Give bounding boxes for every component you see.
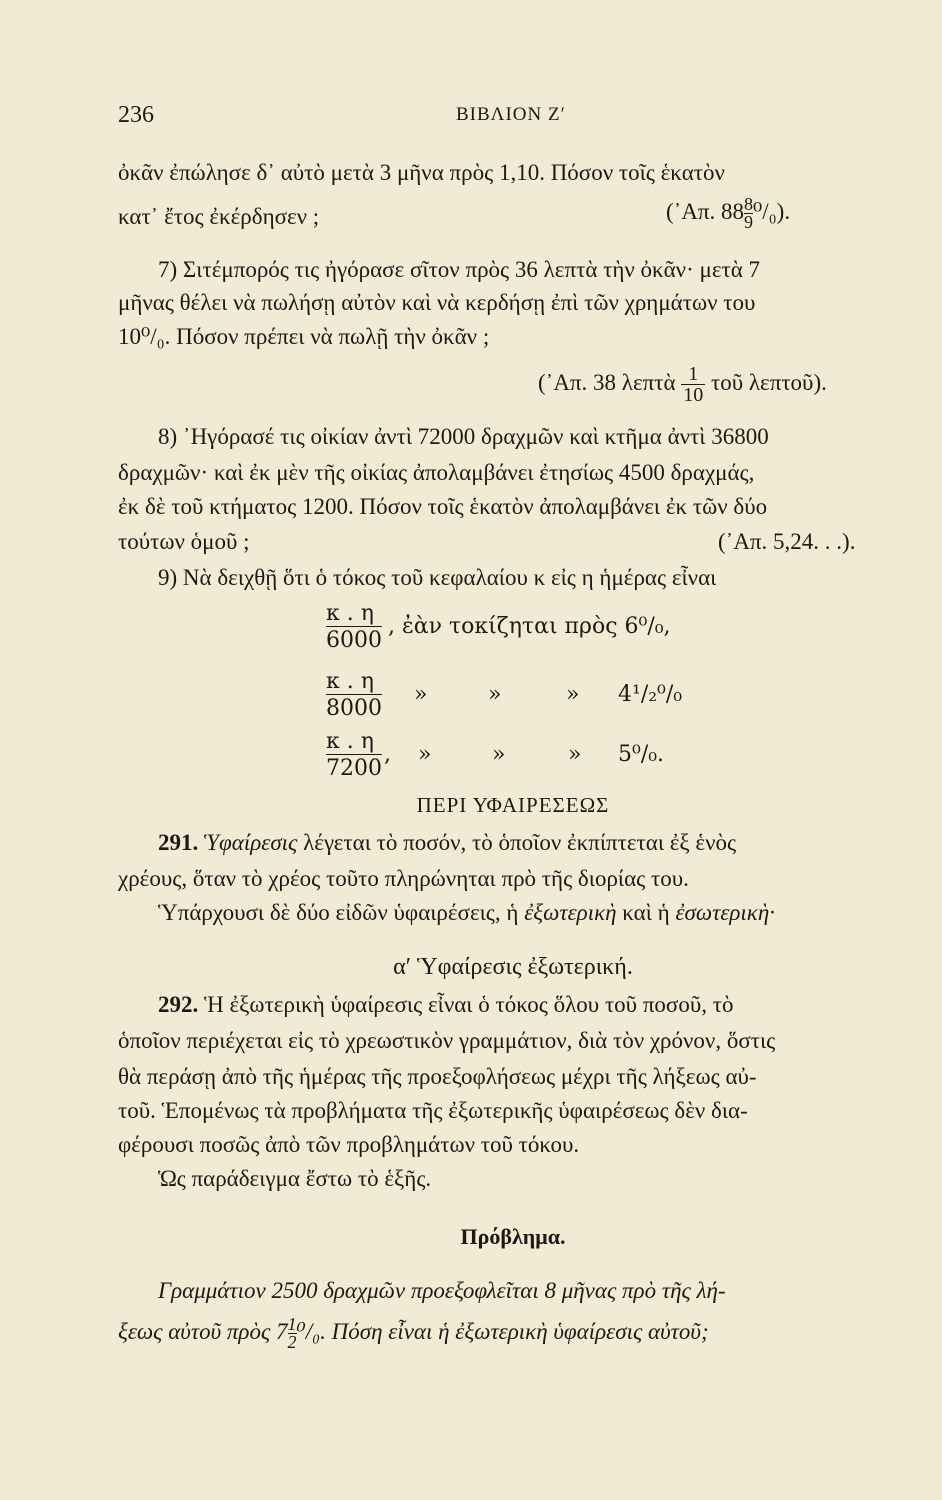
ditto-mark: » <box>414 682 428 707</box>
text-line: χρέους, ὅταν τὸ χρέος τοῦτο πληρώνηται πρὸ τῆς διορίας του. <box>118 866 689 891</box>
subsection-title: α′ Ὑφαίρεσις ἐξωτερική. <box>393 954 633 980</box>
ditto-mark: » <box>568 742 582 767</box>
answer <box>666 196 790 231</box>
text-fragment: τούτων ὁμοῦ ; <box>118 529 250 554</box>
fraction-numerator: κ . η <box>326 670 382 695</box>
ditto-mark: » <box>418 742 432 767</box>
formula-row <box>326 602 726 658</box>
text-line: μῆνας θέλει νὰ πωλήσῃ αὐτὸν καὶ νὰ κερδήσῃ ἐπὶ τῶν χρημάτων του <box>118 290 756 315</box>
answer-text: (᾽Απ. 38 λεπτὰ <box>538 369 676 395</box>
paragraph-number: 291. <box>158 830 199 855</box>
fraction-denominator: 10 <box>683 384 704 406</box>
problem-title: Πρόβλημα. <box>460 1224 566 1249</box>
formula-fraction <box>326 730 384 783</box>
text-line: Ὡς παράδειγμα ἔστω τὸ ἑξῆς. <box>158 1166 432 1191</box>
text-fragment: καὶ ἡ <box>622 900 670 925</box>
ditto-mark: » <box>566 682 580 707</box>
text-line <box>118 990 942 1020</box>
text-fragment: Ὑπάρχουσι δὲ δύο εἰδῶν ὑφαιρέσεις, ἡ <box>158 900 519 925</box>
fraction <box>744 196 753 231</box>
section-title: ΠΕΡΙ ΥΦΑΙΡΕΣΕΩΣ <box>416 793 610 817</box>
text-fragment: ⁰/₀. Πόση εἶναι ἡ ἐξωτερικὴ ὑφαίρεσις αὐτοῦ; <box>296 1318 709 1344</box>
text-line: 7) Σιτέμπορός τις ἠγόρασε σῖτον πρὸς 36 λεπτὰ τὴν ὀκᾶν· μετὰ 7 <box>158 257 761 282</box>
text-line <box>118 1316 908 1351</box>
fraction-denominator: 6000 <box>326 628 382 653</box>
text-line <box>118 828 942 858</box>
running-title: ΒΙΒΛΙΟΝ Ζ′ <box>456 104 566 125</box>
term: ἐξωτερικὴ <box>524 900 617 925</box>
text-fragment: λέγεται τὸ ποσόν, τὸ ὁποῖον ἐκπίπτεται ἐξ ἑνὸς <box>303 830 737 855</box>
fraction <box>288 1316 297 1351</box>
formula-fraction <box>326 602 384 655</box>
text-line <box>118 898 942 928</box>
text-line: θὰ περάσῃ ἀπὸ τῆς ἡμέρας τῆς προεξοφλήσεως μέχρι τῆς λήξεως αὐ- <box>118 1064 757 1089</box>
answer-text: ⁰/₀). <box>753 198 791 224</box>
formula-row <box>326 670 726 726</box>
text-line: 8) ᾽Ηγόρασέ τις οἰκίαν ἀντὶ 72000 δραχμῶν καὶ κτῆμα ἀντὶ 36800 <box>158 424 769 449</box>
text-line: 10⁰/₀. Πόσον πρέπει νὰ πωλῇ τὴν ὀκᾶν ; <box>118 324 490 349</box>
text-line <box>118 527 908 557</box>
text-line <box>118 194 908 232</box>
text-line: ὀκᾶν ἐπώλησε δ᾽ αὐτὸ μετὰ 3 μῆνα πρὸς 1,10. Πόσον τοῖς ἑκατὸν <box>118 160 725 185</box>
text-fragment: Ἡ ἐξωτερικὴ ὑφαίρεσις εἶναι ὁ τόκος ὅλου τοῦ ποσοῦ, τὸ <box>204 992 734 1017</box>
formula-rate: 4¹/₂⁰/₀ <box>618 682 683 707</box>
answer: (᾽Απ. 5,24. . .). <box>718 529 856 554</box>
fraction-numerator: κ . η <box>326 730 382 755</box>
formula-comma: , <box>384 742 391 767</box>
paragraph-number: 292. <box>158 992 199 1017</box>
ditto-mark: » <box>492 742 506 767</box>
answer-text: τοῦ λεπτοῦ). <box>711 369 827 395</box>
formula-fraction <box>326 670 384 723</box>
fraction-numerator: κ . η <box>326 602 382 627</box>
formula-row <box>326 730 726 786</box>
fraction <box>681 364 705 405</box>
fraction-denominator: 9 <box>744 212 754 232</box>
term: ἐσωτερικὴ· <box>675 900 776 925</box>
text-line: ὁποῖον περιέχεται εἰς τὸ χρεωστικὸν γραμμάτιον, διὰ τὸν χρόνον, ὅστις <box>118 1028 776 1053</box>
ditto-mark: » <box>488 682 502 707</box>
text-line: τοῦ. Ἑπομένως τὰ προβλήματα τῆς ἐξωτερικῆς ὑφαιρέσεως δὲν δια- <box>118 1098 748 1123</box>
text-line: δραχμῶν· καὶ ἐκ μὲν τῆς οἰκίας ἀπολαμβάνει ἐτησίως 4500 δραχμάς, <box>118 460 755 485</box>
text-fragment: κατ᾽ ἔτος ἐκέρδησεν ; <box>118 204 320 229</box>
fraction-denominator: 8000 <box>326 696 382 721</box>
term: Ὑφαίρεσις <box>204 830 298 855</box>
page-number: 236 <box>118 102 154 128</box>
text-fragment: ξεως αὐτοῦ πρὸς 7 <box>118 1318 288 1344</box>
text-line: 9) Νὰ δειχθῇ ὅτι ὁ τόκος τοῦ κεφαλαίου κ εἰς η ἡμέρας εἶναι <box>158 565 717 590</box>
text-line: ἐκ δὲ τοῦ κτήματος 1200. Πόσον τοῖς ἑκατὸν ἀπολαμβάνει ἐκ τῶν δύο <box>118 494 768 519</box>
answer <box>538 364 827 405</box>
fraction-numerator: 1 <box>287 1314 297 1334</box>
fraction-denominator: 7200 <box>326 756 382 781</box>
formula-condition: , ἐὰν τοκίζηται πρὸς 6⁰/₀, <box>388 614 671 639</box>
fraction-numerator: 8 <box>744 194 754 214</box>
fraction-numerator: 1 <box>681 364 705 385</box>
text-line: φέρουσι ποσῶς ἀπὸ τῶν προβλημάτων τοῦ τόκου. <box>118 1132 580 1157</box>
fraction-denominator: 2 <box>287 1332 297 1352</box>
answer-text: (᾽Απ. 88 <box>666 198 745 224</box>
text-line: Γραμμάτιον 2500 δραχμῶν προεξοφλεῖται 8 μῆνας πρὸ τῆς λή- <box>158 1278 726 1303</box>
formula-rate: 5⁰/₀. <box>618 742 665 767</box>
